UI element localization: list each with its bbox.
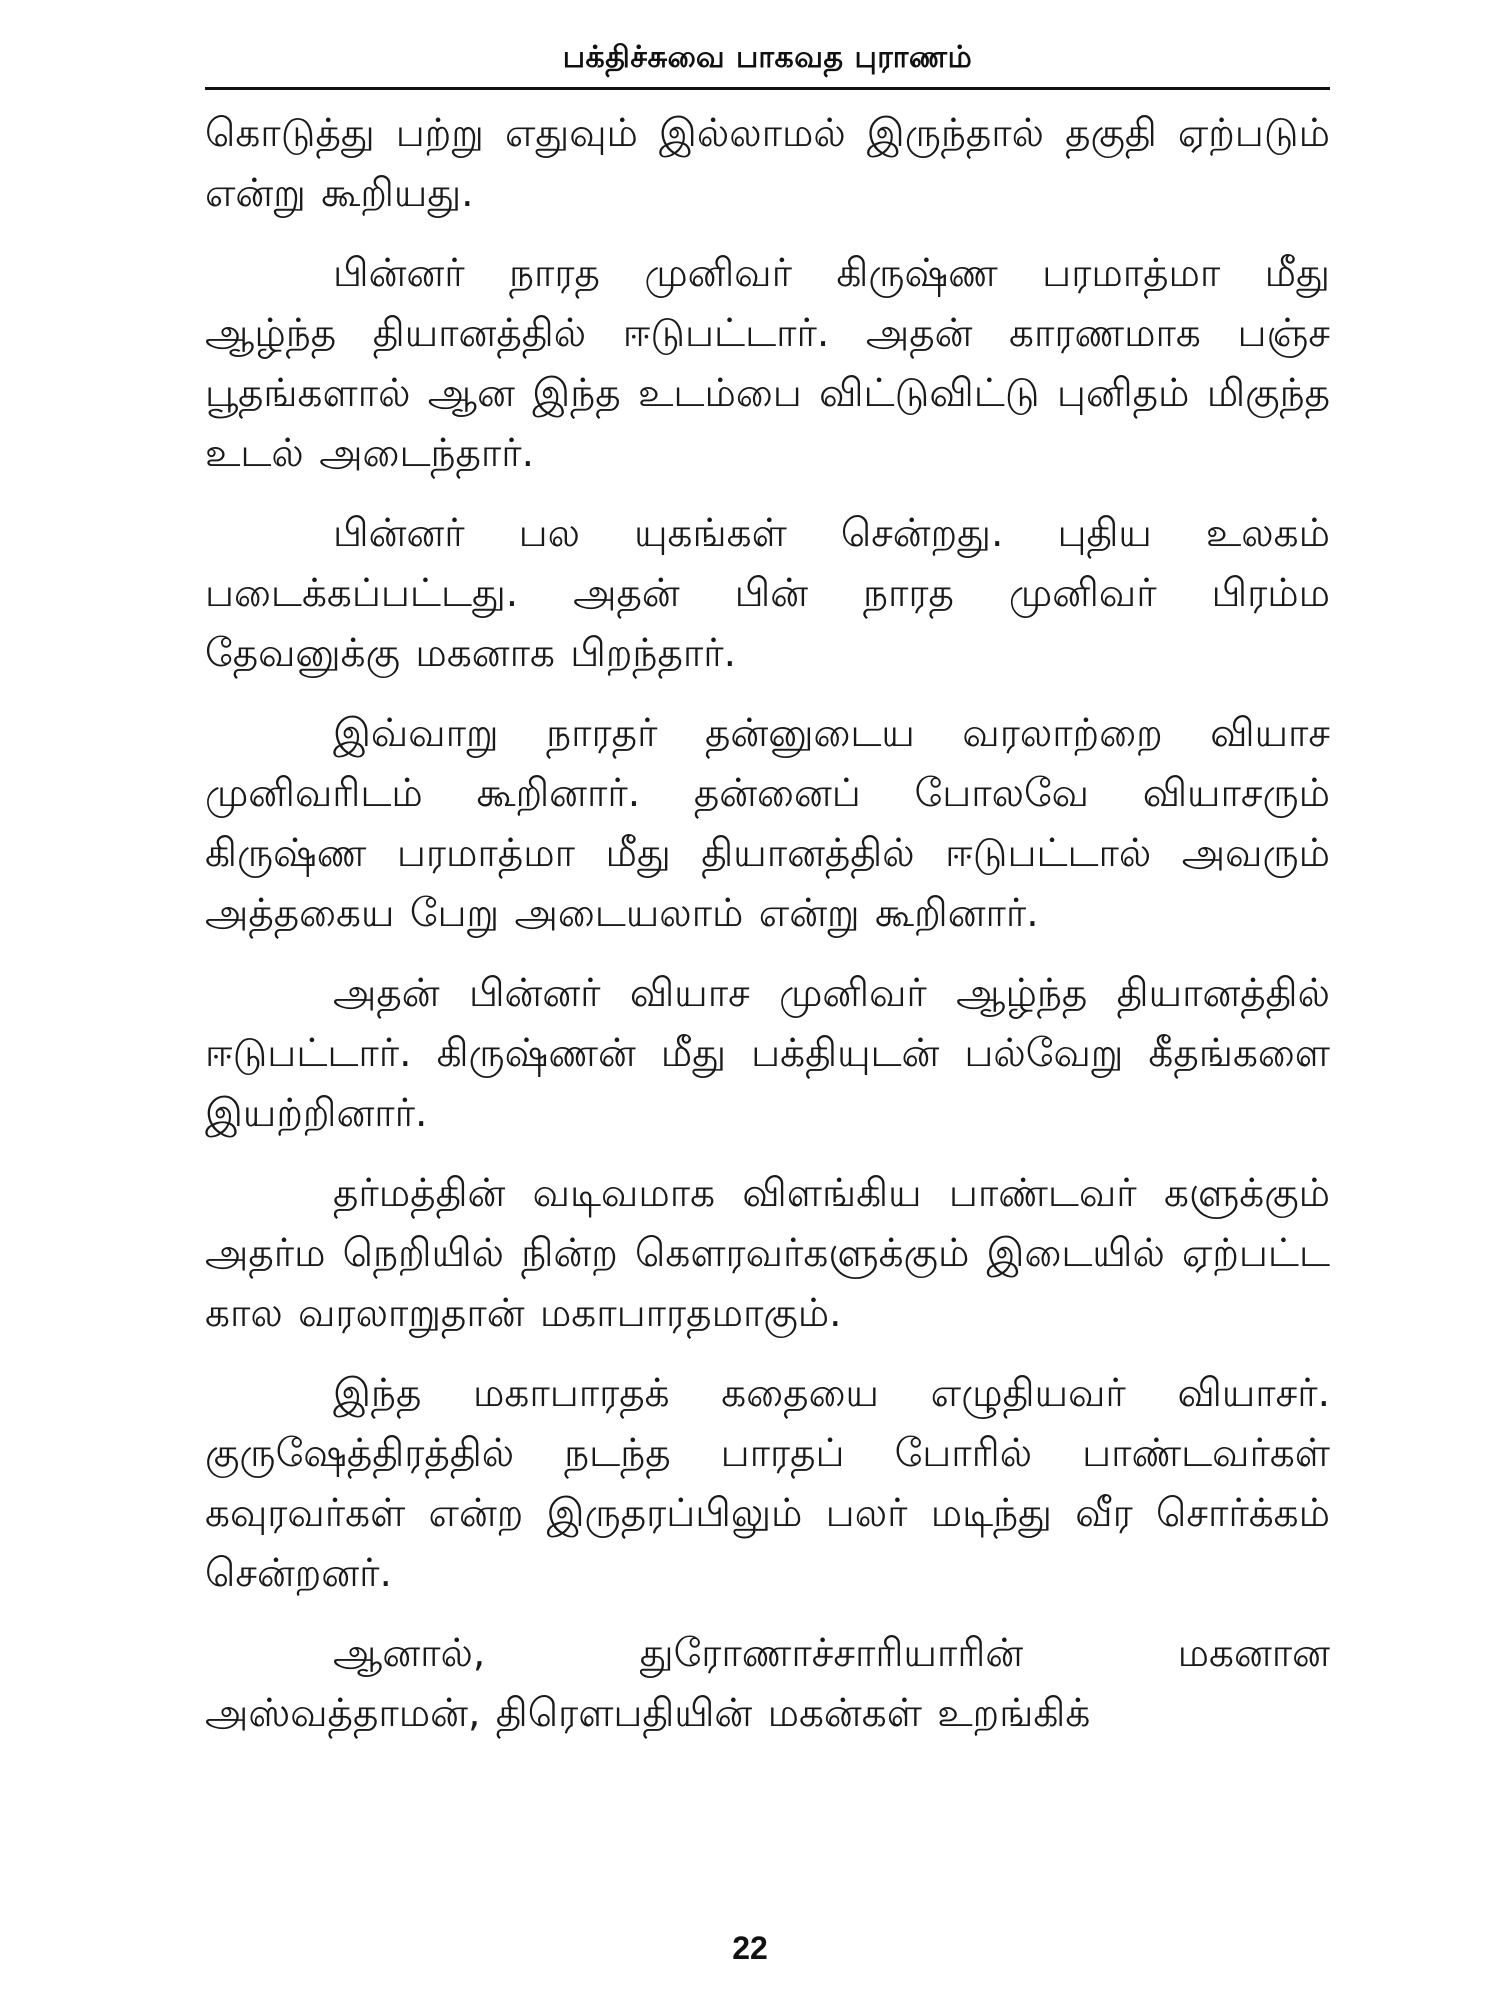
paragraph: பின்னர் பல யுகங்கள் சென்றது. புதிய உலகம் படைக்கப்பட்டது. அதன் பின் நாரத முனிவர் பிரம்ம தேவனுக்கு மகனாக பிறந்தார்.: [205, 511, 1330, 676]
paragraph: பின்னர் நாரத முனிவர் கிருஷ்ண பரமாத்மா மீது ஆழ்ந்த தியானத்தில் ஈடுபட்டார். அதன் காரணமாக பஞ்ச பூதங்களால் ஆன இந்த உடம்பை விட்டுவிட்டு புனிதம் மிகுந்த உடல் அடைந்தார்.: [205, 251, 1330, 476]
paragraph: அதன் பின்னர் வியாச முனிவர் ஆழ்ந்த தியானத்தில் ஈடுபட்டார். கிருஷ்ணன் மீது பக்தியுடன் பல்வேறு கீதங்களை இயற்றினார்.: [205, 971, 1330, 1136]
body-text: [205, 104, 1330, 1764]
paragraph: இவ்வாறு நாரதர் தன்னுடைய வரலாற்றை வியாச முனிவரிடம் கூறினார். தன்னைப் போலவே வியாசரும் கிருஷ்ண பரமாத்மா மீது தியானத்தில் ஈடுபட்டால் அவரும் அத்தகைய பேறு அடையலாம் என்று கூறினார்.: [205, 711, 1330, 936]
paragraph: தர்மத்தின் வடிவமாக விளங்கிய பாண்டவர் களுக்கும் அதர்ம நெறியில் நின்ற கௌரவர்களுக்கும் இடையில் ஏற்பட்ட கால வரலாறுதான் மகாபாரதமாகும்.: [205, 1171, 1330, 1336]
paragraph-continued: கொடுத்து பற்று எதுவும் இல்லாமல் இருந்தால் தகுதி ஏற்படும் என்று கூறியது.: [205, 111, 1330, 216]
running-title: பக்திச்சுவை பாகவத புராணம்: [562, 40, 973, 75]
header-rule: [205, 87, 1330, 90]
page-number: 22: [732, 1930, 768, 1966]
paragraph: இந்த மகாபாரதக் கதையை எழுதியவர் வியாசர். குருஷேத்திரத்தில் நடந்த பாரதப் போரில் பாண்டவர்கள் கவுரவர்கள் என்ற இருதரப்பிலும் பலர் மடிந்து வீர சொர்க்கம் சென்றனர்.: [205, 1371, 1330, 1596]
paragraph: ஆனால், துரோணாச்சாரியாரின் மகனான அஸ்வத்தாமன், திரௌபதியின் மகன்கள் உறங்கிக்: [205, 1631, 1330, 1736]
